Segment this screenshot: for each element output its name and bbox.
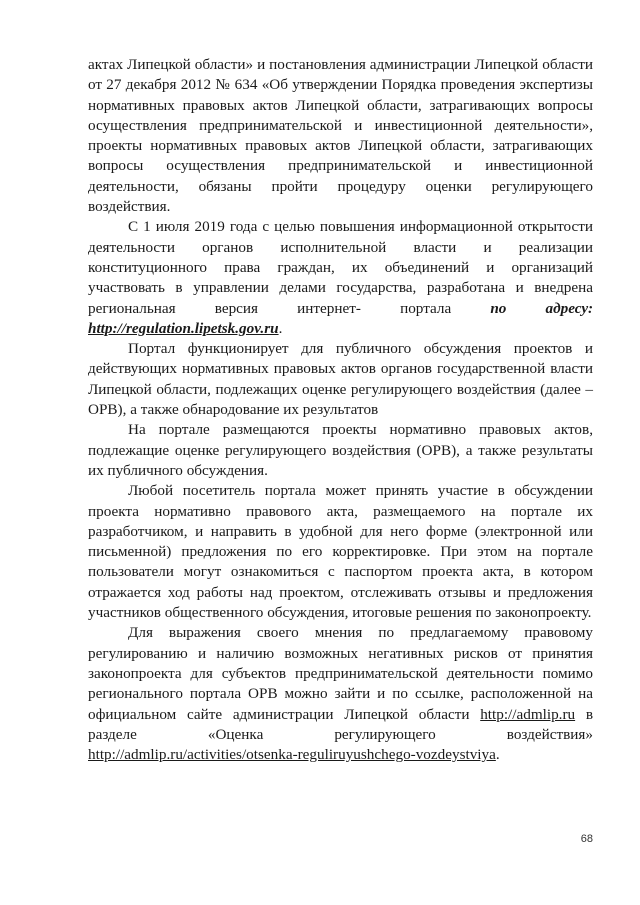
paragraph-6 — [88, 623, 593, 765]
regulation-portal-link[interactable]: http://regulation.lipetsk.gov.ru — [88, 319, 279, 337]
paragraph-2 — [88, 217, 593, 339]
paragraph-6-middle: в разделе «Оценка регулирующего воздействия» — [88, 705, 593, 743]
paragraph-6-text: Для выражения своего мнения по предлагаемому правовому регулированию и наличию возможных негативных рисков от принятия законопроекта для субъектов предпринимательской деятельности помимо регионального портала ОРВ можно зайти и по ссылке, расположенной на официальном сайте администрации Липецкой области — [88, 624, 593, 723]
paragraph-2-end: . — [278, 319, 283, 337]
paragraph-2-text: С 1 июля 2019 года с целью повышения информационной открытости деятельности органов исполнительной власти и реализации конституционного права граждан, их объединений и организаций участвовать в управлении делами государства, разработана и внедрена региональная версия интернет- портала — [88, 218, 593, 317]
admlip-link[interactable]: http://admlip.ru — [480, 705, 576, 723]
paragraph-4: На портале размещаются проекты нормативно правовых актов, подлежащие оценке регулирующего воздействия (ОРВ), а также результаты их публичного обсуждения. — [88, 421, 593, 479]
paragraph-3: Портал функционирует для публичного обсуждения проектов и действующих нормативных правовых актов органов государственной власти Липецкой области, подлежащих оценке регулирующего воздействия (далее – ОРВ), а также обнародование их результатов — [88, 340, 593, 419]
paragraph-6-end: . — [495, 746, 500, 764]
document-body — [88, 55, 593, 765]
paragraph-1: актах Липецкой области» и постановления администрации Липецкой области от 27 декабря 2012 № 634 «Об утверждении Порядка проведения экспертизы нормативных правовых актов Липецкой области, затрагивающих вопросы осуществления предпринимательской и инвестиционной деятельности», проекты нормативных правовых актов Липецкой области, затрагивающих вопросы осуществления предпринимательской и инвестиционной деятельности, обязаны пройти процедуру оценки регулирующего воздействия. — [88, 56, 593, 216]
page-number: 68 — [580, 833, 593, 845]
paragraph-2-emphasis: по адресу: — [490, 299, 594, 317]
paragraph-5: Любой посетитель портала может принять участие в обсуждении проекта нормативно правового акта, размещаемого на портале их разработчиком, и направить в удобной для него форме (электронной или письменной) предложения по его корректировке. При этом на портале пользователи могут ознакомиться с паспортом проекта акта, в котором отражается ход работы над проектом, отслеживать отзывы и предложения участников общественного обсуждения, итоговые решения по законопроекту. — [88, 482, 593, 622]
orv-section-link[interactable]: http://admlip.ru/activities/otsenka-reguliruyushchego-vozdeystviya — [88, 746, 496, 764]
